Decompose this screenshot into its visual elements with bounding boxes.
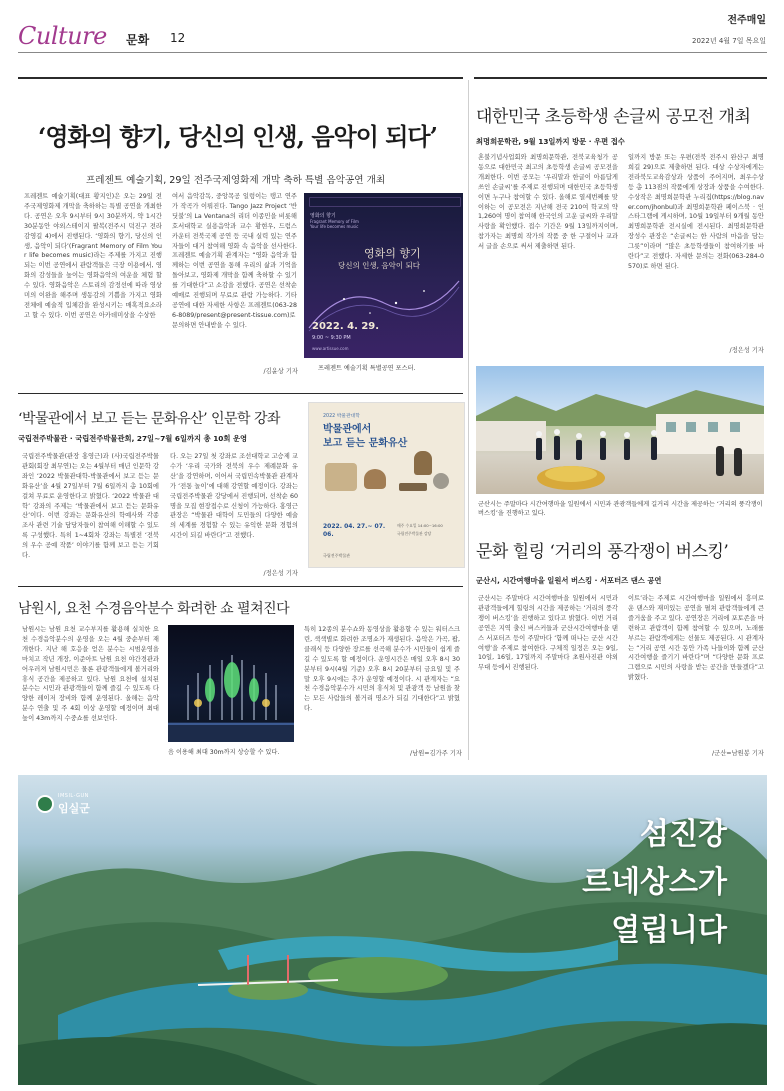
article5-title: 문화 힐링 ‘거리의 풍각쟁이 버스킹’ xyxy=(476,542,729,562)
museum-poster-footer: 국립전주박물관 xyxy=(323,553,351,558)
article2-column-1: 국립전주박물관(관장 홍영근)과 (사)국립전주박물관회(회장 최무연)는 오는 4월부터 매년 인문학 강좌인 ‘2022 박물관대학-박물관에서 보고 듣는 문화유산’을 4월 27일부터 7월 6일까지 총 10회에 걸쳐 무료로 운영한다고 밝혔다. ‘2022 박물관 대학’ 강좌의 주제는 ‘박물관에서 보고 듣는 문화유산’이다. 이번 강좌는 문화유산의 학예사와 각종 조사 관련 기술 담당자들이 참여해 이해할 수 있도록 구성했다. 특히 1~4회차 강좌는 특별전 ‘전북의 우수 공예 작품’ 이야기를 함께 보고 듣는 기회다. xyxy=(22,453,159,560)
poster-top-label: 영화의 향기 xyxy=(310,213,336,219)
imsil-emblem-icon xyxy=(36,795,54,813)
article1-subtitle: 프레젠트 예술기획, 29일 전주국제영화제 개막 축하 특별 음악공연 개최 xyxy=(86,175,386,186)
museum-poster-date: 2022. 04. 27.~ 07. 06. xyxy=(323,523,386,538)
article5-byline: /군산=남원봉 기자 xyxy=(712,750,764,757)
section-name-en: Culture xyxy=(18,22,107,50)
article1-photo-caption: 프레젠트 예술기획 특별공연 포스터. xyxy=(318,365,416,372)
article3-column-3: 특히 12종의 분수쇼와 동영상을 활용할 수 있는 워터스크린, 색색별로 화려한 조명쇼가 재생된다. 음악은 가곡, 팝, 클래식 등 다양한 장르를 선곡해 분수가 시민들이 쉽게 즐길 수 있도록 할 예정이다. 운영시간은 매일 오후 8시 30분부터 9시(4월 기준) 오후 8시 20분부터 금요일 및 주말 오후 9시에는 추가 운영할 예정이다. 시 관계자는 “요천 수경음악분수가 시민의 휴식처 및 관광객 등 남원을 찾는 모든 사람들의 볼거리 명소가 되길 기대한다”고 밝혔다. xyxy=(304,626,460,713)
divider xyxy=(474,77,767,79)
divider xyxy=(18,77,463,79)
imsil-logo-en: IMSIL-GUN xyxy=(58,793,89,799)
fountain-illustration xyxy=(168,625,294,742)
busking-scene xyxy=(476,366,764,494)
poster-title-2: 당신의 인생, 음악이 되다 xyxy=(338,261,420,270)
issue-date: 2022년 4월 7일 목요일 xyxy=(692,37,766,45)
article1-title: ‘영화의 향기, 당신의 인생, 음악이 되다’ xyxy=(38,122,437,151)
section-name-ko: 문화 xyxy=(126,33,150,47)
article5-subtitle: 군산시, 시간여행마을 일원서 버스킹 · 서포터즈 댄스 공연 xyxy=(476,576,662,585)
museum-poster-line-2: 박물관에서 xyxy=(323,424,372,435)
imsil-logo xyxy=(36,791,106,821)
article4-title: 대한민국 초등학생 손글씨 공모전 개최 xyxy=(476,107,751,127)
busking-photo xyxy=(476,366,764,494)
article1-column-2: 여서 음악감독, 중앙목공 일렁이는 탱고 연주가 작곡가 이뤄진다. Tango Jazz Project ‘반딧불’의 La Ventana의 리더 이종민을 비롯해 호서대학교 실용음악과 교수 황현우, 드럼스 카운터 전북국제 공연 등 국내 실력 있는 연주자들이 대거 참여해 영화 속 음악을 선사한다. 프레젠트 예술기획 관계자는 “영화 음악과 함께하는 이번 공연을 통해 우리의 삶과 기억을 돌아보고, 영화제 개막을 함께 축하할 수 있기를 기대한다”고 소감을 전했다. 공연은 선착순 예매로 진행되며 무료로 관람 가능하다. 기타 공연에 대한 자세한 사항은 프레젠트(063-286-8089/present@present-tissue.com)로 문의하면 안내받을 수 있다. xyxy=(172,193,297,329)
museum-poster-line-1: 2022 박물관대학 xyxy=(323,414,360,419)
masthead xyxy=(0,0,784,48)
poster-en-line-1: Fragrant Memory of Film xyxy=(310,219,359,224)
artifact-image xyxy=(414,451,432,475)
article2-title: ‘박물관에서 보고 듣는 문화유산’ 인문학 강좌 xyxy=(18,411,281,427)
paper-name: 전주매일 xyxy=(727,15,766,26)
article1-byline: /김윤상 기자 xyxy=(263,368,298,375)
poster-date: 2022. 4. 29. xyxy=(312,321,380,332)
article1-column-1: 프레젠트 예술기획(대표 황지인)은 오는 29일 전주국제영화제 개막을 축하하는 특별 공연을 개최한다. 공연은 오후 9시부터 9시 30분까지, 약 1시간 30분동안 야외스테이지 팔복(전주시 덕진구 전라감영길 4)에서 진행된다. ‘영화의 향기, 당신의 인생, 음악이 되다’(Fragrant Memory of Film Your life becomes music)라는 주제를 가지고 진행되는 이번 공연에서 관람객들은 극장 이용에서, 영화의 감성들을 높이는 영화음악의 여운을 체험 할 수 있다. 영화음악은 스토리의 감정선에 따라 영상미의 이완을 해주며 생동감의 기쁨을 가지고 영화 전체에 예술적 입체감을 완성시키는 매혹적요소라고 할 수 있다. 이번 공연은 아카데미상을 수상한 xyxy=(24,193,162,319)
article3-column-1: 남원시는 남원 요천 교수부지를 활용해 실치한 요천 수경음악분수의 운영을 오는 4월 중순부터 재개한다. 지난 해 호응을 얻은 분수는 시범운영을 마치고 작년 개장, 이준아트 남원 요천 야간경관과 어우러져 남원시민은 물론 관광객들에게 볼거리와 휴식 공간을 제공하고 있다. 남원 요천에 설치된 분수는 시민과 관광객들이 함께 즐길 수 있도록 다양한 레이저 장비와 함께 운영된다. 올해는 음악 분수 연출 및 주 4회 이상 운영할 예정이며 최대 높이 43m까지 수중쇼를 선보인다. xyxy=(22,626,159,723)
divider xyxy=(18,586,463,587)
article4-subtitle: 최명희문학관, 9월 13일까지 방문 · 우편 접수 xyxy=(476,137,625,146)
article4-byline: /정은성 기자 xyxy=(729,347,764,354)
divider xyxy=(18,393,463,394)
museum-poster-sub-1: 매주 수요일 14:00~16:00 xyxy=(397,523,443,528)
article5-photo-caption: 군산시는 주말마다 시간여행마을 일원에서 시민과 관광객들에게 길거리 시간을 제공하는 ‘거리의 풍각쟁이 버스킹’을 진행하고 있다. xyxy=(478,501,763,517)
fountain-photo xyxy=(168,625,294,742)
imsil-logo-ko: 임실군 xyxy=(58,802,90,815)
article3-byline: /남원=김가주 기자 xyxy=(410,750,462,757)
artifact-image xyxy=(399,483,427,491)
article3-photo-caption: 음 이용해 최대 30m까지 상승할 수 있다. xyxy=(168,749,280,756)
article3-title: 남원시, 요천 수경음악분수 화려한 쇼 펼쳐진다 xyxy=(18,601,290,617)
museum-poster xyxy=(308,402,465,568)
ad-headline-2: 르네상스가 xyxy=(582,865,727,900)
masthead-rule xyxy=(18,52,767,53)
poster-en-line-2: Your life becomes music xyxy=(310,224,359,229)
column-separator xyxy=(468,80,469,760)
museum-poster-sub-2: 국립전주박물관 강당 xyxy=(397,531,432,536)
ad-headline-1: 섬진강 xyxy=(640,817,727,852)
artifact-image xyxy=(433,473,449,489)
concert-poster xyxy=(304,193,463,358)
poster-time: 9:00 ~ 9:30 PM xyxy=(312,335,351,341)
article2-byline: /정은성 기자 xyxy=(263,570,298,577)
article5-column-1: 군산시는 주말마다 시간여행마을 일원에서 시민과 관광객들에게 힐링의 시간을 제공하는 ‘거리의 풍각쟁이 버스킹’을 진행하고 있다고 밝혔다. 이번 거리 공연은 지역 출신 버스커들과 군산시간여행마을 댄스 서포터즈 등이 주말마다 ‘함께 떠나는 군산 시간여행’을 주제로 참여한다. 구체적 일정은 오는 9일, 10일, 16일, 17일까지 주말마다 초원사진관 야외무대 등에서 진행된다. xyxy=(478,595,618,672)
poster-site: www.artissue.com xyxy=(312,346,349,351)
ad-headline-3: 열립니다 xyxy=(611,913,727,948)
article4-column-1: 혼불기념사업회와 최명희문학관, 전북교육청가 공동으로 대한민국 최고의 초등학생 손글씨 공모전을 개최한다. 이번 공모는 ‘우리말과 한글이 아름답게 쓰인 손글씨’를 주제로 진행되며 대한민국 초등학생이면 누구나 참여할 수 있다. 올해로 열세번째를 맞이하는 이 공모전은 지난해 전국 210여 학교의 약 1,260여 명이 참여해 한국인의 고운 글씨와 우리말 사랑을 확인했다. 접수 기간은 9월 13일까지이며, 참가자는 최명희 작가의 작품 중 한 구절이나 교과서 글을 손으로 써서 제출하면 된다. xyxy=(478,154,618,251)
poster-title-1: 영화의 향기 xyxy=(364,247,421,260)
article2-subtitle: 국립전주박물관 · 국립전주박물관회, 27일~7월 6일까지 총 10회 운영 xyxy=(18,434,248,443)
article5-column-2: 이트’라는 주제로 시간여행마을 일원에서 흥미로운 댄스와 재미있는 공연을 펼쳐 관람객들에게 큰 즐거움을 주고 있다. 공연장은 거리에 포토존을 마련하고 관람객이 함께 참여할 수 있으며, 노래를 부르는 관람객에게는 선물도 제공된다. 시 관계자는 “거리 공연 시간 동안 가족 나들이와 함께 군산 시간여행을 즐기기 바란다”며 “다양한 문화 프로그램으로 시민의 사랑을 받는 공간을 만들겠다”고 밝혔다. xyxy=(628,595,764,682)
artifact-image xyxy=(364,469,386,489)
page-number: 12 xyxy=(170,31,186,45)
article4-column-2: 일까지 방문 또는 우편(전북 전주시 완산구 최명희길 29)으로 제출하면 된다. 대상 수상자에게는 전라북도교육감상과 상품이 주어지며, 최우수상 등 총 113점의 작품에게 상장과 상품을 수여한다. 수상작은 최명희문학관 누리집(https://blog.naver.com/jhonbul)과 최명희문학관 페이스북 · 인스타그램에 게시하며, 10월 19일부터 9개월 동안 최명희문학관 전시실에 전시된다. 최명희문학관 장성수 관장은 “손글씨는 한 사람의 마음을 담는 그릇”이라며 “많은 초등학생들이 참여하기를 바란다”고 전했다. 자세한 문의는 전화(063-284-0570)로 하면 된다. xyxy=(628,154,764,270)
museum-poster-line-3: 보고 듣는 문화유산 xyxy=(323,438,408,449)
imsil-advertisement xyxy=(18,775,767,1085)
artifact-image xyxy=(325,463,357,491)
article2-column-2: 다. 오는 27일 첫 강좌로 조선대학교 고승제 교수가 ‘우리 국가와 전북의 우수 제례문화 유산’을 강연하며, 이어서 국립민속박물관 관계자가 ‘전통 놀이’에 대해 강연할 예정이다. 강좌는 국립전주박물관 강당에서 진행되며, 선착순 60명을 모집 현장접수로 신청이 가능하다. 홍영근 관장은 “박물관 대학이 도민들의 다양한 예술의 세계를 경험할 수 있는 유익한 문화 경험의 시간이 되길 바란다”고 전했다. xyxy=(170,453,298,540)
